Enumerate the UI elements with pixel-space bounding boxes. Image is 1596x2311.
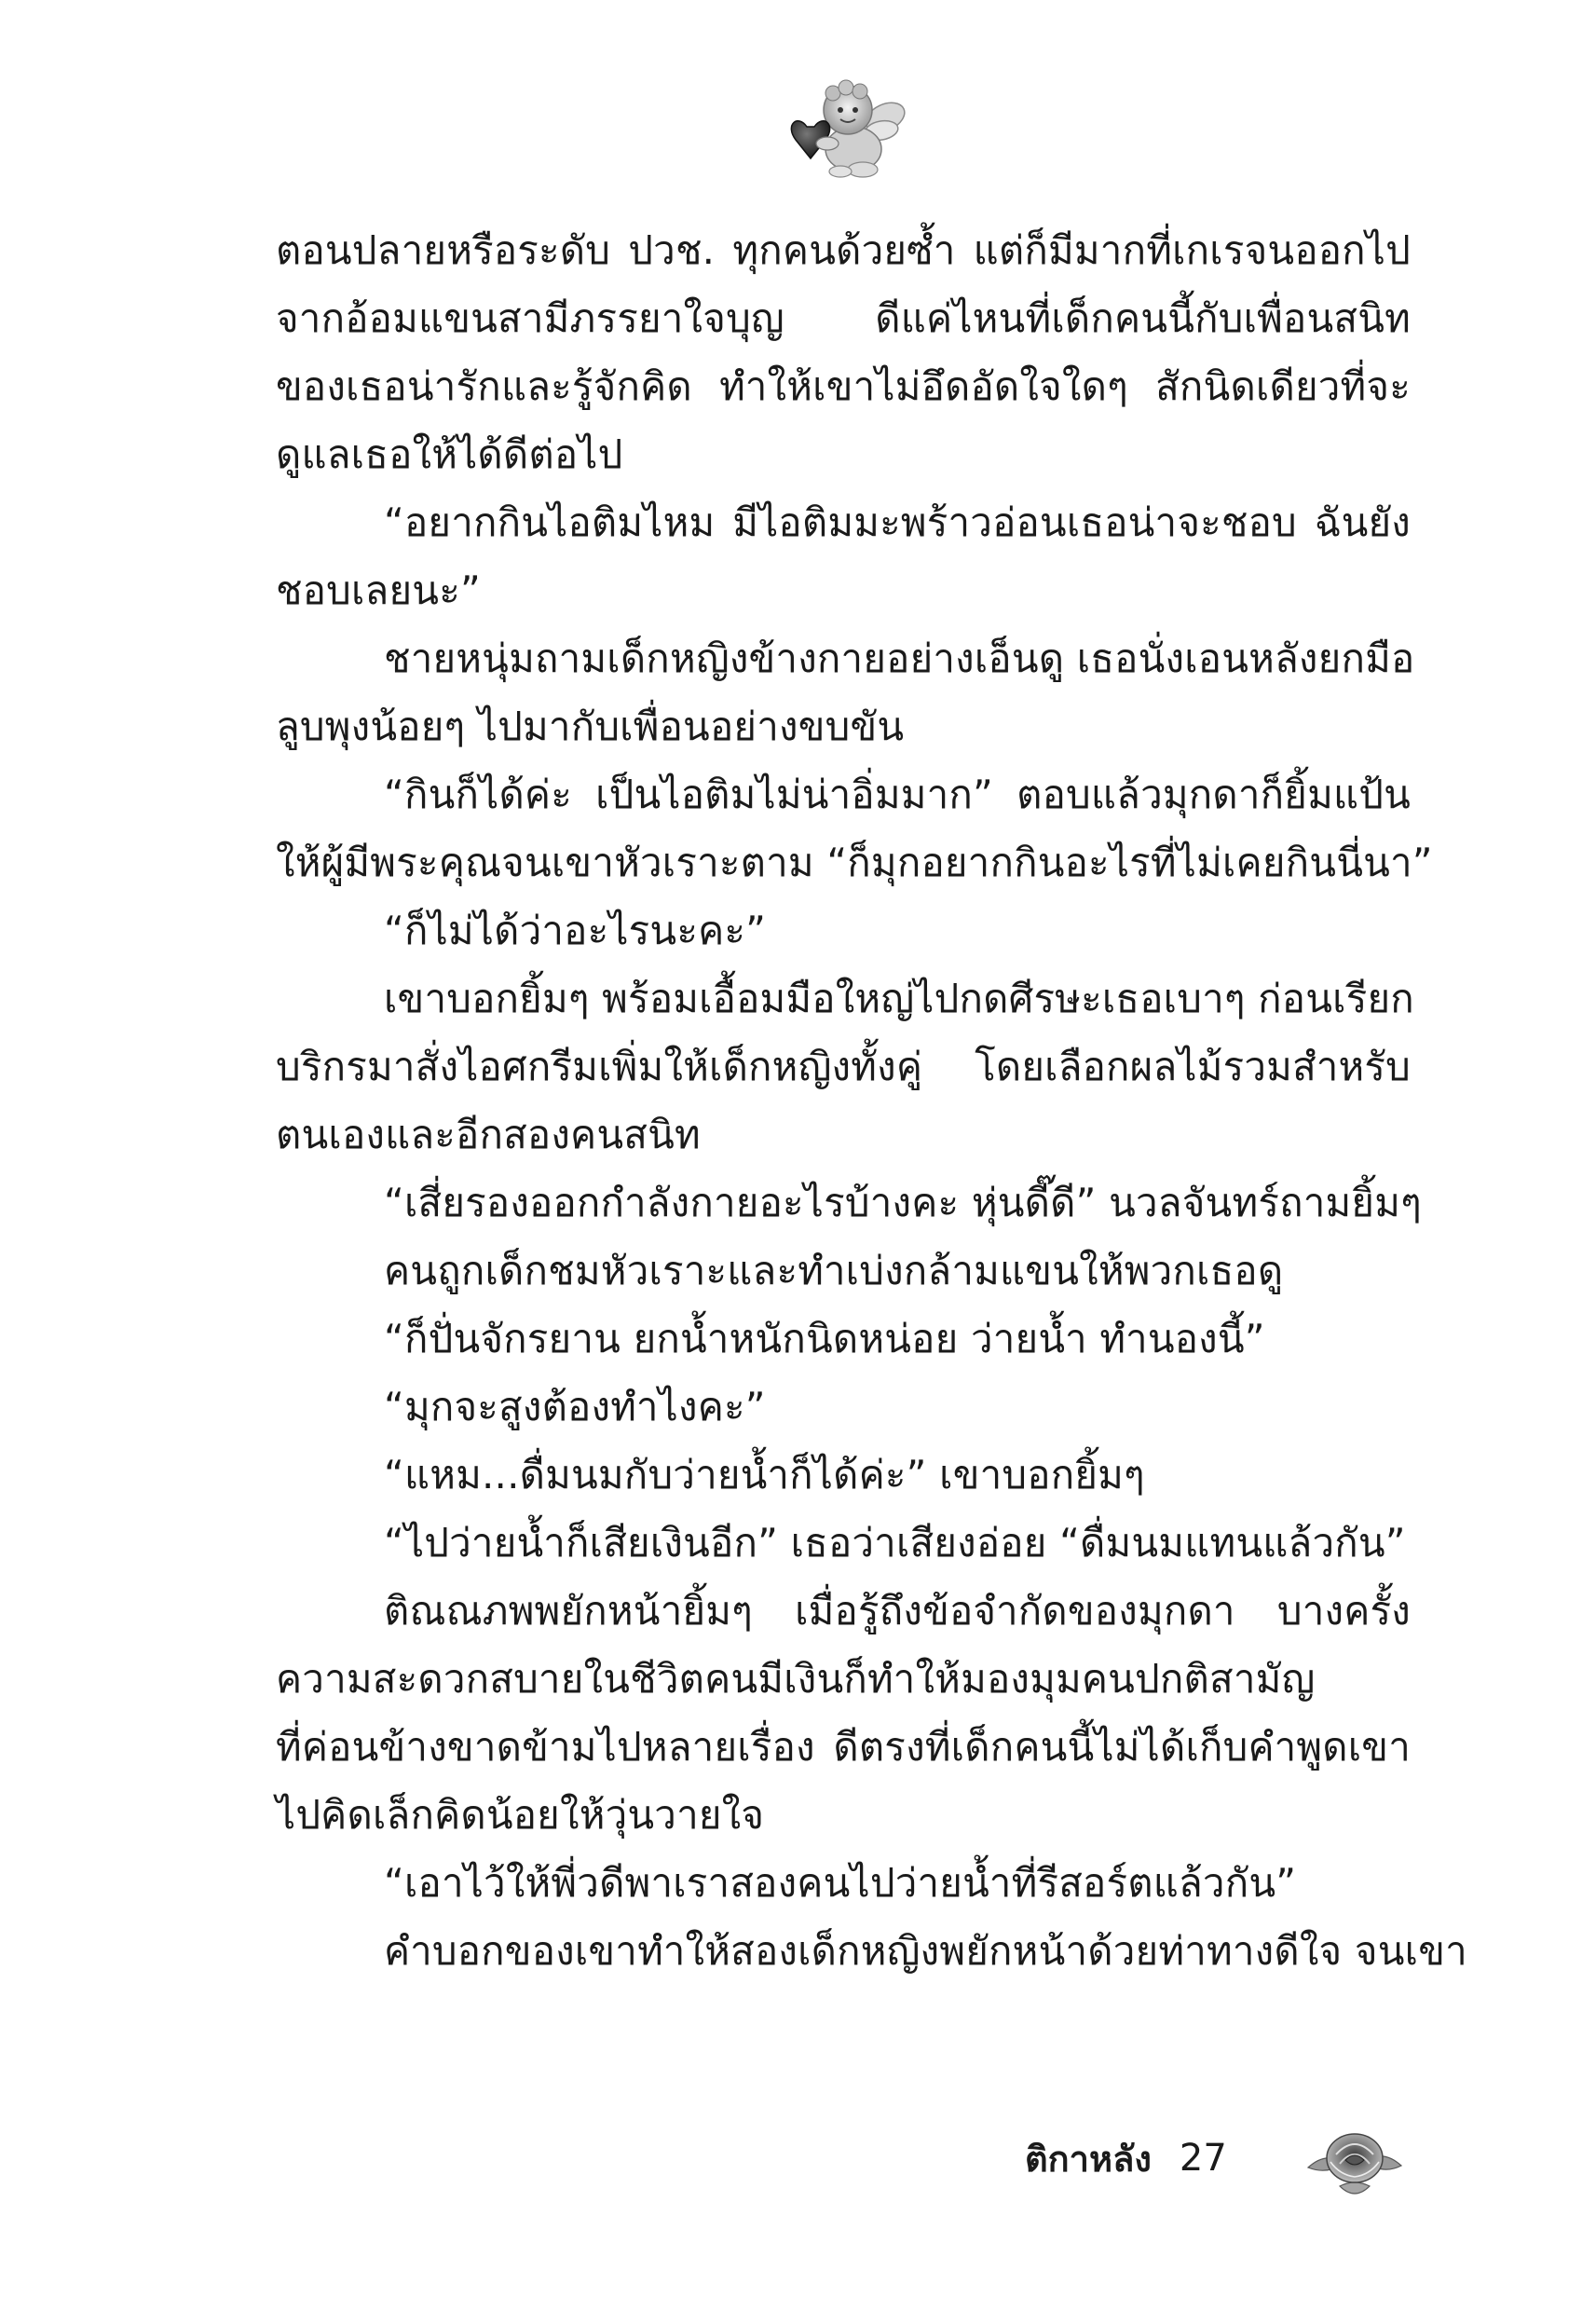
text-line: ให้ผู้มีพระคุณจนเขาหัวเราะตาม “ก็มุกอยากกินอะไรที่ไม่เคยกินนี่นา” [276,840,1433,885]
page-number: 27 [1179,2137,1227,2180]
text-line: บริกรมาสั่งไอศกรีมเพิ่มให้เด็กหญิงทั้งคู่ โดยเลือกผลไม้รวมสำหรับ [276,1044,1411,1089]
text-line: ติณณภพพยักหน้ายิ้มๆ เมื่อรู้ถึงข้อจำกัดของมุกดา บางครั้ง [384,1588,1411,1634]
text-line: คำบอกของเขาทำให้สองเด็กหญิงพยักหน้าด้วยท่าทางดีใจ จนเขา [384,1928,1467,1974]
cupid-with-heart-icon [781,73,911,183]
page-footer [1025,2130,1227,2186]
body-text [276,216,1467,1985]
text-line: “กินก็ได้ค่ะ เป็นไอติมไม่น่าอิ่มมาก” ตอบแล้วมุกดาก็ยิ้มแป้น [384,772,1411,817]
text-line: “แหม...ดื่มนมกับว่ายน้ำก็ได้ค่ะ” เขาบอกยิ้มๆ [384,1452,1145,1497]
text-line: คนถูกเด็กชมหัวเราะและทำเบ่งกล้ามแขนให้พวกเธอดู [384,1248,1284,1293]
text-line: “อยากกินไอติมไหม มีไอติมมะพร้าวอ่อนเธอน่าจะชอบ ฉันยัง [384,499,1411,545]
text-line: “ก็ปั่นจักรยาน ยกน้ำหนักนิดหน่อย ว่ายน้ำ ทำนองนี้” [384,1316,1265,1361]
book-title: ติกาหลัง [1025,2138,1152,2180]
text-line: ชอบเลยนะ” [276,567,481,613]
text-line: “ก็ไม่ได้ว่าอะไรนะคะ” [384,908,767,953]
text-line: “มุกจะสูงต้องทำไงคะ” [384,1384,766,1429]
text-line: ดูแลเธอให้ได้ดีต่อไป [276,431,623,477]
text-line: “เสี่ยรองออกกำลังกายอะไรบ้างคะ หุ่นดี๊ดี” นวลจันทร์ถามยิ้มๆ [384,1180,1422,1225]
text-line: ตอนปลายหรือระดับ ปวช. ทุกคนด้วยซ้ำ แต่ก็มีมากที่เกเรจนออกไป [276,227,1411,273]
text-line: ไปคิดเล็กคิดน้อยให้วุ่นวายใจ [276,1792,765,1838]
text-line: “เอาไว้ให้พี่วดีพาเราสองคนไปว่ายน้ำที่รีสอร์ตแล้วกัน” [384,1860,1297,1906]
text-line: “ไปว่ายน้ำก็เสียเงินอีก” เธอว่าเสียงอ่อย “ดื่มนมแทนแล้วกัน” [384,1520,1406,1566]
text-line: ลูบพุงน้อยๆ ไปมากับเพื่อนอย่างขบขัน [276,704,905,749]
rose-icon [1303,2117,1407,2201]
text-line: เขาบอกยิ้มๆ พร้อมเอื้อมมือใหญ่ไปกดศีรษะเธอเบาๆ ก่อนเรียก [384,976,1414,1021]
text-line: ที่ค่อนข้างขาดข้ามไปหลายเรื่อง ดีตรงที่เด็กคนนี้ไม่ได้เก็บคำพูดเขา [276,1724,1411,1770]
text-line: ความสะดวกสบายในชีวิตคนมีเงินก็ทำให้มองมุมคนปกติสามัญ [276,1656,1316,1702]
text-line: ชายหนุ่มถามเด็กหญิงข้างกายอย่างเอ็นดู เธอนั่งเอนหลังยกมือ [384,636,1415,681]
text-line: จากอ้อมแขนสามีภรรยาใจบุญ ดีแค่ไหนที่เด็กคนนี้กับเพื่อนสนิท [276,295,1411,341]
text-line: ของเธอน่ารักและรู้จักคิด ทำให้เขาไม่อึดอัดใจใดๆ สักนิดเดียวที่จะ [276,363,1411,409]
text-line: ตนเองและอีกสองคนสนิท [276,1112,701,1157]
